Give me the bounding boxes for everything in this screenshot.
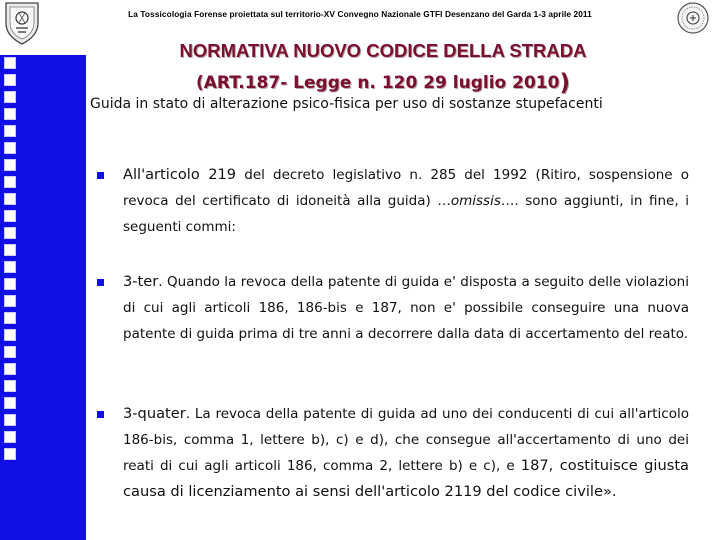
- bullet-text: 3-ter. Quando la revoca della patente di guida e' disposta a seguito delle violazioni di cui agli articoli 186, 186-bis e 187, non e' possibile conseguire una nuova patente di guida prima di tre anni a decorrere dalla data di accertamento del reato.: [123, 273, 689, 342]
- university-seal-icon: [670, 1, 716, 45]
- conference-header: La Tossicologia Forense proiettata sul territorio-XV Convegno Nazionale GTFI Desenzano del Garda 1-3 aprile 2011: [128, 9, 592, 19]
- slide-title: NORMATIVA NUOVO CODICE DELLA STRADA: [179, 40, 587, 61]
- bullet-text: All'articolo 219 del decreto legislativo n. 285 del 1992 (Ritiro, sospensione o revoca del certificato di idoneità alla guida) …omissis…. sono aggiunti, in fine, i seguenti commi:: [123, 166, 689, 235]
- decorative-squares-column: [4, 57, 18, 460]
- bullet-square-icon: [97, 279, 104, 286]
- bullet-text: 3-quater. La revoca della patente di guida ad uno dei conducenti di cui all'articolo 186-bis, comma 1, lettere b), c) e d), che consegue all'accertamento di uno dei reati di cui agli articoli 186, comma 2, lettere b) e c), e 187, costituisce giusta causa di licenziamento ai sensi dell'articolo 2119 del codice civile».: [123, 405, 689, 500]
- bullet-square-icon: [97, 172, 104, 179]
- slide-title-law-reference: (ART.187- Legge n. 120 29 luglio 2010): [196, 70, 570, 96]
- crest-logo-icon: [2, 1, 42, 45]
- slide-subtitle: Guida in stato di alterazione psico-fisica per uso di sostanze stupefacenti: [90, 96, 603, 112]
- bullet-square-icon: [97, 411, 104, 418]
